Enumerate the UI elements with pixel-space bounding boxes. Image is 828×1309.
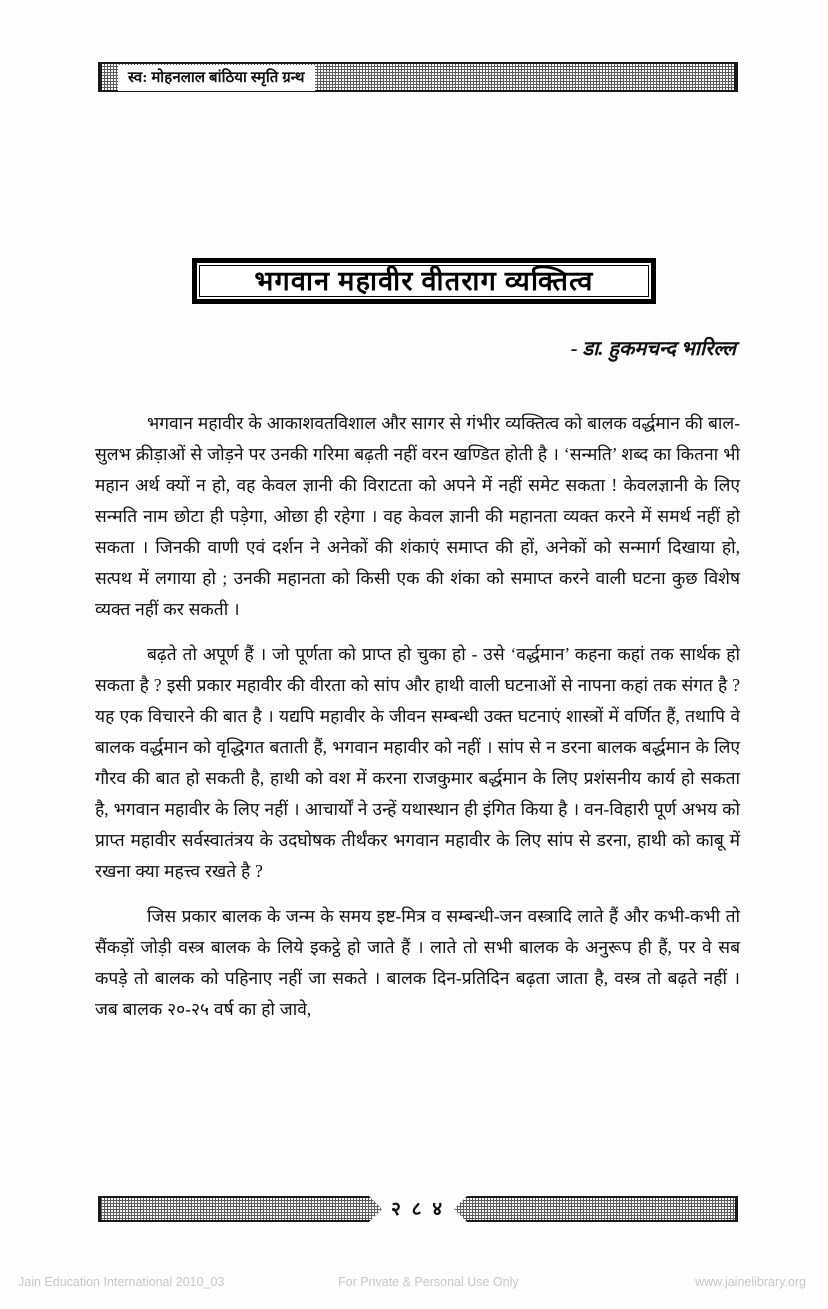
footer-endcap-left — [98, 1198, 101, 1220]
running-header-band — [98, 62, 738, 92]
header-endcap-left — [98, 64, 102, 90]
page-number: २ ८ ४ — [390, 1198, 446, 1220]
running-header-text: स्व: मोहनलाल बांठिया स्मृति ग्रन्थ — [128, 69, 305, 86]
running-header-label — [118, 65, 315, 91]
footer-rule-right — [454, 1196, 738, 1222]
body-paragraph: भगवान महावीर के आकाशवतविशाल और सागर से गंभीर व्यक्तित्व को बालक वर्द्धमान की बाल-सुलभ क्रीड़ाओं से जोड़ने पर उनकी गरिमा बढ़ती नहीं वरन खण्डित होती है । ‘सन्मति’ शब्द का कितना भी महान अर्थ क्यों न हो, वह केवल ज्ञानी की विराटता को अपने में नहीं समेट सकता ! केवलज्ञानी के लिए सन्मति नाम छोटा ही पड़ेगा, ओछा ही रहेगा । वह केवल ज्ञानी की महानता व्यक्त करने में समर्थ नहीं हो सकता । जिनकी वाणी एवं दर्शन ने अनेकों की शंकाएं समाप्त की हों, अनेकों को सन्मार्ग दिखाया हो, सत्पथ में लगाया हो ; उनकी महानता को किसी एक की शंका को समाप्त करने वाली घटना कुछ विशेष व्यक्त नहीं कर सकती । — [95, 413, 740, 619]
page-title: भगवान महावीर वीतराग व्यक्तित्व — [254, 265, 594, 296]
body-paragraph: बढ़ते तो अपूर्ण हैं । जो पूर्णता को प्राप्त हो चुका हो - उसे ‘वर्द्धमान’ कहना कहां तक सार्थक हो सकता है ? इसी प्रकार महावीर की वीरता को सांप और हाथी वाली घटनाओं से नापना कहां तक संगत है ? यह एक विचारने की बात है । यद्यपि महावीर के जीवन सम्बन्धी उक्त घटनाएं शास्त्रों में वर्णित हैं, तथापि वे बालक वर्द्धमान को वृद्धिगत बताती हैं, भगवान महावीर को नहीं । सांप से न डरना बालक बर्द्धमान के लिए गौरव की बात हो सकती है, हाथी को वश में करना राजकुमार बर्द्धमान के लिए प्रशंसनीय कार्य हो सकता है, भगवान महावीर के लिए नहीं । आचार्यों ने उन्हें यथास्थान ही इंगित किया है । वन-विहारी पूर्ण अभय को प्राप्त महावीर सर्वस्वातंत्रय के उदघोषक तीर्थंकर भगवान महावीर के लिए सांप से डरना, हाथी को काबू में रखना क्या महत्त्व रखते है ? — [95, 644, 740, 881]
footer-endcap-right — [735, 1198, 738, 1220]
article-title-plate — [192, 258, 656, 304]
scan-footer-center: For Private & Personal Use Only — [338, 1275, 519, 1289]
footer-rule-left — [98, 1196, 382, 1222]
scan-watermark-footer — [0, 1275, 828, 1299]
header-endcap-right — [734, 64, 738, 90]
body-paragraph: जिस प्रकार बालक के जन्म के समय इष्ट-मित्र व सम्बन्धी-जन वस्त्रादि लाते हैं और कभी-कभी तो सैंकड़ों जोड़ी वस्त्र बालक के लिये इकट्ठे हो जाते हैं । लाते तो सभी बालक के अनुरूप ही हैं, पर वे सब कपड़े तो बालक को पहिनाए नहीं जा सकते । बालक दिन-प्रतिदिन बढ़ता जाता है, वस्त्र तो बढ़ते नहीं । जब बालक २०-२५ वर्ष का हो जावे, — [95, 906, 740, 1019]
article-body — [95, 408, 740, 1025]
scan-footer-right: www.jainelibrary.org — [695, 1275, 806, 1289]
author-byline: - डा. हुकमचन्द भारिल्ल — [570, 338, 736, 360]
scan-footer-left: Jain Education International 2010_03 — [18, 1275, 225, 1289]
footer-band — [98, 1196, 738, 1222]
